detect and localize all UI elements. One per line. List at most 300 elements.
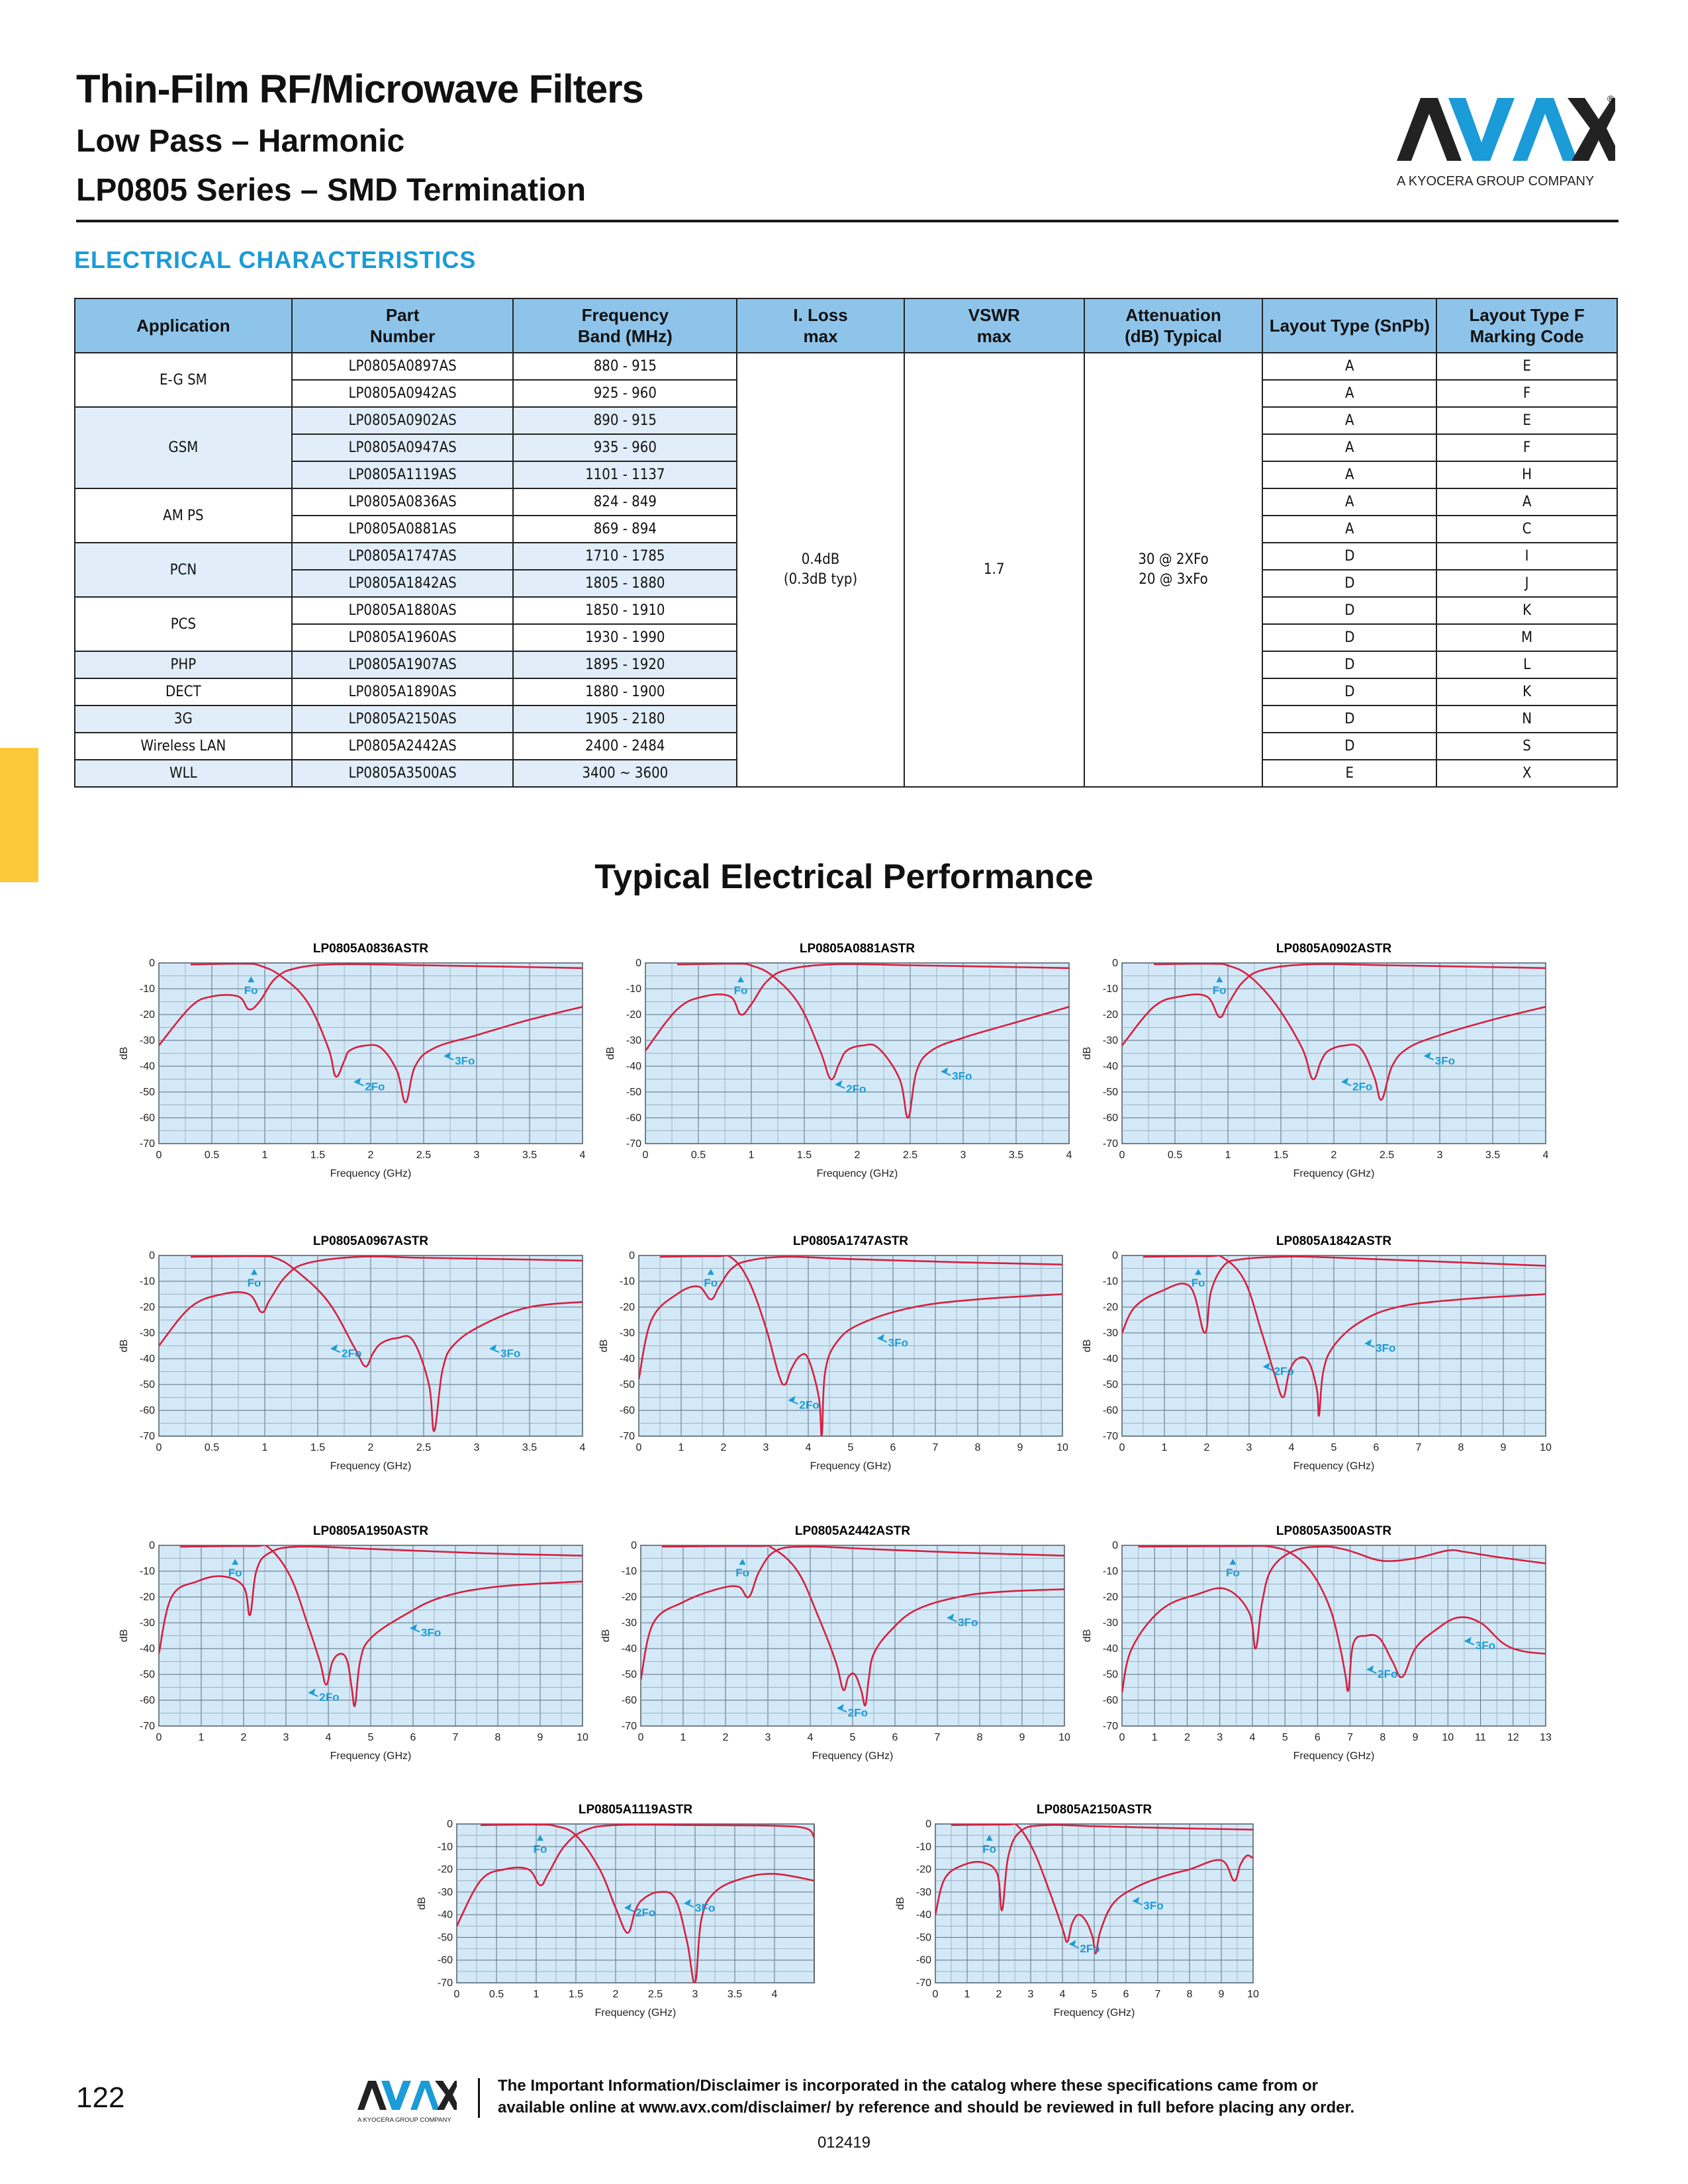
x-tick-label: 5 <box>1282 1732 1288 1743</box>
y-tick-label: -30 <box>619 1328 635 1339</box>
insertion-loss-cell <box>737 353 904 787</box>
x-tick-label: 2 <box>1331 1150 1337 1161</box>
x-tick-label: 3.5 <box>1485 1150 1501 1161</box>
frequency-band-cell: 890 - 915 <box>513 407 737 434</box>
marking-code-cell: I <box>1436 543 1617 570</box>
frequency-band-cell: 1895 - 1920 <box>513 651 737 678</box>
y-tick-label: -60 <box>139 1695 155 1706</box>
x-tick-label: 5 <box>367 1732 374 1743</box>
x-tick-label: 7 <box>1415 1442 1422 1453</box>
application-cell: AM PS <box>75 488 292 543</box>
annotation-label: 3Fo <box>455 1054 475 1068</box>
part-number-cell: LP0805A3500AS <box>292 760 514 787</box>
annotation-label: 3Fo <box>421 1626 442 1639</box>
annotation-label: 2Fo <box>846 1083 867 1096</box>
x-tick-label: 4 <box>1059 1989 1066 2000</box>
x-tick-label: 3 <box>1217 1732 1223 1743</box>
page-number: 122 <box>76 2081 125 2114</box>
y-tick-label: -20 <box>915 1864 931 1876</box>
x-tick-label: 2 <box>720 1442 727 1453</box>
annotation-label: 2Fo <box>365 1080 385 1093</box>
y-axis-label: dB <box>1082 1046 1093 1060</box>
annotation-label: 2Fo <box>319 1691 340 1704</box>
x-tick-label: 9 <box>1500 1442 1507 1453</box>
layout-type-cell: A <box>1262 353 1436 380</box>
section-title: ELECTRICAL CHARACTERISTICS <box>74 246 477 273</box>
x-tick-label: 0 <box>642 1150 649 1161</box>
x-tick-label: 12 <box>1507 1732 1519 1743</box>
x-tick-label: 2 <box>367 1150 374 1161</box>
frequency-band-cell: 1850 - 1910 <box>513 597 737 624</box>
x-axis-label: Frequency (GHz) <box>1293 1751 1375 1762</box>
performance-chart <box>1082 1226 1566 1482</box>
y-tick-label: -30 <box>621 1617 637 1629</box>
x-axis-label: Frequency (GHz) <box>1053 2007 1135 2019</box>
y-tick-label: -40 <box>626 1061 641 1072</box>
layout-type-cell: D <box>1262 597 1436 624</box>
chart-title: LP0805A0836ASTR <box>312 942 429 956</box>
y-axis-label: dB <box>895 1897 906 1910</box>
y-tick-label: -20 <box>626 1009 641 1021</box>
disclaimer-line-1: The Important Information/Disclaimer is incorporated in the catalog where these specifications came from or <box>498 2077 1318 2095</box>
y-tick-label: -50 <box>437 1932 453 1944</box>
y-axis-label: dB <box>118 1629 130 1643</box>
part-number-cell: LP0805A1119AS <box>292 461 514 488</box>
x-tick-label: 1 <box>261 1150 268 1161</box>
x-tick-label: 2 <box>240 1732 247 1743</box>
y-tick-label: -50 <box>626 1087 641 1098</box>
annotation-label: Fo <box>244 984 258 997</box>
frequency-band-cell: 3400 ~ 3600 <box>513 760 737 787</box>
x-tick-label: 1 <box>261 1442 268 1453</box>
x-tick-label: 2.5 <box>416 1442 432 1453</box>
y-axis-label: dB <box>605 1046 616 1060</box>
performance-chart <box>119 1226 602 1482</box>
y-tick-label: -10 <box>619 1276 635 1287</box>
catalog-code: 012419 <box>817 2134 871 2152</box>
x-tick-label: 3 <box>692 1989 698 2000</box>
layout-type-cell: D <box>1262 733 1436 760</box>
marking-code-cell: J <box>1436 570 1617 597</box>
y-tick-label: -40 <box>437 1909 453 1921</box>
x-tick-label: 0 <box>637 1732 644 1743</box>
x-tick-label: 8 <box>1458 1442 1464 1453</box>
layout-type-cell: D <box>1262 651 1436 678</box>
column-header <box>513 298 737 353</box>
disclaimer-line-2: available online at www.avx.com/disclaimer/ by reference and should be reviewed in full before placing any order. <box>498 2099 1355 2116</box>
marking-code-cell: S <box>1436 733 1617 760</box>
y-tick-label: -10 <box>1102 1566 1118 1577</box>
y-tick-label: -70 <box>139 1721 155 1732</box>
x-tick-label: 3 <box>283 1732 289 1743</box>
x-tick-label: 4 <box>805 1442 812 1453</box>
layout-type-cell: A <box>1262 461 1436 488</box>
x-axis-label: Frequency (GHz) <box>816 1168 898 1179</box>
y-tick-label: -60 <box>626 1113 641 1124</box>
annotation-label: 3Fo <box>695 1901 716 1915</box>
y-tick-label: -50 <box>915 1932 931 1944</box>
column-header-line: max <box>803 326 838 346</box>
x-tick-label: 0.5 <box>690 1150 706 1161</box>
x-tick-label: 2 <box>722 1732 729 1743</box>
x-tick-label: 8 <box>976 1732 983 1743</box>
y-tick-label: 0 <box>149 958 155 969</box>
x-tick-label: 4 <box>771 1989 778 2000</box>
x-tick-label: 7 <box>932 1442 939 1453</box>
frequency-band-cell: 2400 - 2484 <box>513 733 737 760</box>
y-tick-label: -70 <box>915 1978 931 1989</box>
annotation-label: Fo <box>982 1843 996 1856</box>
y-tick-label: -10 <box>139 983 155 995</box>
column-header <box>1436 298 1617 353</box>
x-tick-label: 7 <box>452 1732 459 1743</box>
x-tick-label: 0 <box>156 1150 162 1161</box>
x-tick-label: 6 <box>892 1732 898 1743</box>
y-tick-label: 0 <box>1112 1540 1118 1551</box>
x-tick-label: 1.5 <box>796 1150 812 1161</box>
performance-chart <box>1082 933 1566 1190</box>
chart-title: LP0805A1119ASTR <box>578 1803 693 1817</box>
x-tick-label: 3.5 <box>727 1989 743 2000</box>
annotation-label: 3Fo <box>1143 1899 1164 1912</box>
x-tick-label: 10 <box>1058 1732 1070 1743</box>
application-cell: PHP <box>75 651 292 678</box>
y-tick-label: -20 <box>1102 1592 1118 1603</box>
y-tick-label: -20 <box>1102 1009 1118 1021</box>
y-tick-label: -70 <box>437 1978 453 1989</box>
x-tick-label: 0 <box>453 1989 460 2000</box>
y-tick-label: -40 <box>621 1643 637 1655</box>
x-tick-label: 9 <box>1218 1989 1225 2000</box>
part-number-cell: LP0805A0836AS <box>292 488 514 516</box>
marking-code-cell: K <box>1436 678 1617 705</box>
application-cell: WLL <box>75 760 292 787</box>
column-header-line: Marking Code <box>1470 326 1584 346</box>
x-tick-label: 2.5 <box>416 1150 432 1161</box>
chart-title: LP0805A2442ASTR <box>794 1524 911 1538</box>
annotation-label: 3Fo <box>888 1336 909 1349</box>
y-tick-label: -30 <box>437 1886 453 1898</box>
y-axis-label: dB <box>1082 1629 1093 1643</box>
x-tick-label: 9 <box>537 1732 543 1743</box>
application-cell: DECT <box>75 678 292 705</box>
application-cell: Wireless LAN <box>75 733 292 760</box>
y-tick-label: -30 <box>1102 1328 1118 1339</box>
x-tick-label: 0.5 <box>204 1442 220 1453</box>
x-tick-label: 3 <box>763 1442 769 1453</box>
y-tick-label: 0 <box>631 1540 637 1551</box>
annotation-label: 2Fo <box>635 1906 656 1919</box>
layout-type-cell: D <box>1262 705 1436 733</box>
x-tick-label: 3 <box>1246 1442 1252 1453</box>
y-tick-label: -50 <box>139 1669 155 1680</box>
column-header-line: Frequency <box>581 305 669 325</box>
x-tick-label: 1 <box>678 1442 684 1453</box>
y-tick-label: -20 <box>621 1592 637 1603</box>
x-tick-label: 7 <box>1154 1989 1161 2000</box>
frequency-band-cell: 935 - 960 <box>513 434 737 461</box>
x-tick-label: 0 <box>156 1732 162 1743</box>
x-tick-label: 7 <box>934 1732 941 1743</box>
annotation-label: Fo <box>704 1277 718 1290</box>
y-tick-label: -40 <box>915 1909 931 1921</box>
part-number-cell: LP0805A1907AS <box>292 651 514 678</box>
application-cell: PCN <box>75 543 292 597</box>
application-cell: PCS <box>75 597 292 651</box>
marking-code-cell: F <box>1436 380 1617 407</box>
x-tick-label: 10 <box>1247 1989 1259 2000</box>
spec-table <box>74 298 1618 788</box>
chart-title: LP0805A0881ASTR <box>799 942 915 956</box>
annotation-label: 3Fo <box>1434 1054 1456 1068</box>
logo-registered: ® <box>1607 93 1615 104</box>
column-header-line: Application <box>136 316 230 336</box>
insertion-loss-cell-line: (0.3dB typ) <box>783 571 858 588</box>
x-tick-label: 4 <box>325 1732 332 1743</box>
part-number-cell: LP0805A2150AS <box>292 705 514 733</box>
table-header-row <box>75 298 1617 353</box>
y-tick-label: 0 <box>149 1540 155 1551</box>
x-tick-label: 0.5 <box>1167 1150 1183 1161</box>
x-tick-label: 9 <box>1019 1732 1025 1743</box>
x-tick-label: 4 <box>807 1732 814 1743</box>
annotation-label: Fo <box>228 1567 242 1580</box>
x-axis-label: Frequency (GHz) <box>810 1461 892 1472</box>
x-tick-label: 1 <box>1225 1150 1231 1161</box>
x-tick-label: 5 <box>849 1732 856 1743</box>
y-tick-label: -10 <box>626 983 641 995</box>
frequency-band-cell: 925 - 960 <box>513 380 737 407</box>
logo-tagline: A KYOCERA GROUP COMPANY <box>1397 174 1595 189</box>
footer-divider <box>478 2078 480 2118</box>
y-tick-label: -20 <box>139 1009 155 1021</box>
part-number-cell: LP0805A2442AS <box>292 733 514 760</box>
y-tick-label: 0 <box>149 1250 155 1261</box>
y-tick-label: -40 <box>139 1061 155 1072</box>
attenuation-cell <box>1084 353 1263 787</box>
annotation-label: Fo <box>247 1277 261 1290</box>
x-tick-label: 0 <box>156 1442 162 1453</box>
y-tick-label: -60 <box>139 1405 155 1416</box>
annotation-label: 2Fo <box>1080 1942 1100 1956</box>
x-tick-label: 3.5 <box>522 1150 538 1161</box>
x-tick-label: 1 <box>680 1732 686 1743</box>
x-tick-label: 0 <box>1119 1732 1125 1743</box>
y-tick-label: -50 <box>1102 1379 1118 1390</box>
y-tick-label: -30 <box>1102 1617 1118 1629</box>
x-tick-label: 6 <box>1123 1989 1129 2000</box>
y-tick-label: -60 <box>621 1695 637 1706</box>
annotation-label: 2Fo <box>342 1347 362 1360</box>
part-number-cell: LP0805A0881AS <box>292 516 514 543</box>
x-tick-label: 6 <box>890 1442 896 1453</box>
part-number-cell: LP0805A0897AS <box>292 353 514 380</box>
y-tick-label: -20 <box>619 1302 635 1313</box>
annotation-label: Fo <box>1212 984 1227 997</box>
y-tick-label: -30 <box>1102 1035 1118 1046</box>
layout-type-cell: D <box>1262 570 1436 597</box>
x-tick-label: 4 <box>1249 1732 1256 1743</box>
attenuation-cell-line: 20 @ 3xFo <box>1139 571 1208 588</box>
annotation-label: 2Fo <box>1378 1668 1398 1681</box>
x-tick-label: 1.5 <box>568 1989 584 2000</box>
marking-code-cell: F <box>1436 434 1617 461</box>
x-tick-label: 1.5 <box>310 1150 326 1161</box>
x-tick-label: 3 <box>960 1150 966 1161</box>
x-tick-label: 3.5 <box>522 1442 538 1453</box>
series-title: LP0805 Series – SMD Termination <box>76 173 586 208</box>
y-tick-label: -20 <box>139 1592 155 1603</box>
y-tick-label: -40 <box>139 1353 155 1365</box>
column-header <box>737 298 904 353</box>
performance-chart <box>896 1794 1273 2029</box>
y-tick-label: 0 <box>629 1250 635 1261</box>
part-number-cell: LP0805A1890AS <box>292 678 514 705</box>
x-tick-label: 0 <box>932 1989 939 2000</box>
part-number-cell: LP0805A0947AS <box>292 434 514 461</box>
y-tick-label: -10 <box>437 1841 453 1853</box>
y-tick-label: -10 <box>1102 1276 1118 1287</box>
y-tick-label: -30 <box>139 1617 155 1629</box>
x-tick-label: 0.5 <box>489 1989 504 2000</box>
y-tick-label: -60 <box>1102 1405 1118 1416</box>
y-tick-label: -70 <box>139 1431 155 1442</box>
y-tick-label: -70 <box>1102 1431 1118 1442</box>
x-axis-label: Frequency (GHz) <box>330 1168 412 1179</box>
performance-chart <box>606 933 1089 1190</box>
chart-title: LP0805A1747ASTR <box>792 1234 909 1248</box>
annotation-label: Fo <box>735 1567 749 1580</box>
y-tick-label: -70 <box>1102 1721 1118 1732</box>
marking-code-cell: K <box>1436 597 1617 624</box>
x-tick-label: 4 <box>1288 1442 1295 1453</box>
marking-code-cell: M <box>1436 624 1617 651</box>
layout-type-cell: D <box>1262 624 1436 651</box>
x-tick-label: 2.5 <box>1379 1150 1395 1161</box>
x-tick-label: 0 <box>1119 1442 1125 1453</box>
frequency-band-cell: 1710 - 1785 <box>513 543 737 570</box>
part-number-cell: LP0805A0942AS <box>292 380 514 407</box>
frequency-band-cell: 1905 - 2180 <box>513 705 737 733</box>
y-tick-label: -40 <box>1102 1643 1118 1655</box>
x-tick-label: 10 <box>1540 1442 1552 1453</box>
chart-title: LP0805A1950ASTR <box>312 1524 429 1538</box>
layout-type-cell: A <box>1262 516 1436 543</box>
x-tick-label: 3 <box>1436 1150 1443 1161</box>
y-tick-label: -20 <box>1102 1302 1118 1313</box>
x-tick-label: 3 <box>473 1150 480 1161</box>
y-axis-label: dB <box>118 1046 130 1060</box>
x-tick-label: 9 <box>1017 1442 1023 1453</box>
annotation-label: 2Fo <box>847 1706 868 1719</box>
column-header-line: Number <box>369 326 436 346</box>
chart-title: LP0805A2150ASTR <box>1036 1803 1152 1817</box>
part-number-cell: LP0805A1842AS <box>292 570 514 597</box>
x-tick-label: 1 <box>1161 1442 1168 1453</box>
footer-logo-tagline: A KYOCERA GROUP COMPANY <box>357 2116 451 2124</box>
x-tick-label: 4 <box>1542 1150 1549 1161</box>
x-tick-label: 2 <box>367 1442 374 1453</box>
x-tick-label: 9 <box>1412 1732 1419 1743</box>
y-axis-label: dB <box>600 1629 612 1643</box>
y-tick-label: -10 <box>621 1566 637 1577</box>
annotation-label: 2Fo <box>799 1398 820 1412</box>
marking-code-cell: C <box>1436 516 1617 543</box>
x-tick-label: 1 <box>964 1989 970 2000</box>
x-tick-label: 1.5 <box>310 1442 326 1453</box>
annotation-label: 3Fo <box>1475 1639 1496 1653</box>
x-tick-label: 2 <box>612 1989 619 2000</box>
application-cell: 3G <box>75 705 292 733</box>
y-tick-label: -30 <box>139 1328 155 1339</box>
y-tick-label: -50 <box>619 1379 635 1390</box>
x-tick-label: 7 <box>1347 1732 1354 1743</box>
table-row <box>75 353 1617 380</box>
x-axis-label: Frequency (GHz) <box>330 1461 412 1472</box>
x-tick-label: 1 <box>1151 1732 1158 1743</box>
part-number-cell: LP0805A1747AS <box>292 543 514 570</box>
y-tick-label: -70 <box>1102 1138 1118 1150</box>
x-tick-label: 4 <box>579 1442 586 1453</box>
frequency-band-cell: 880 - 915 <box>513 353 737 380</box>
footer-avx-logo <box>357 2078 457 2126</box>
y-tick-label: 0 <box>447 1819 453 1830</box>
annotation-label: 2Fo <box>1274 1365 1294 1378</box>
x-axis-label: Frequency (GHz) <box>812 1751 894 1762</box>
annotation-label: 3Fo <box>952 1069 972 1083</box>
y-axis-label: dB <box>598 1339 610 1353</box>
x-tick-label: 3 <box>473 1442 480 1453</box>
x-tick-label: 0 <box>1119 1150 1125 1161</box>
layout-type-cell: A <box>1262 407 1436 434</box>
part-number-cell: LP0805A1880AS <box>292 597 514 624</box>
annotation-label: Fo <box>533 1843 547 1856</box>
column-header-line: VSWR <box>968 305 1020 325</box>
marking-code-cell: N <box>1436 705 1617 733</box>
frequency-band-cell: 1101 - 1137 <box>513 461 737 488</box>
x-tick-label: 5 <box>847 1442 854 1453</box>
annotation-label: 2Fo <box>1352 1080 1373 1093</box>
y-tick-label: 0 <box>1112 1250 1118 1261</box>
attenuation-cell-line: 30 @ 2XFo <box>1138 551 1209 568</box>
column-header <box>1084 298 1263 353</box>
x-tick-label: 4 <box>1066 1150 1072 1161</box>
layout-type-cell: A <box>1262 434 1436 461</box>
x-tick-label: 4 <box>579 1150 586 1161</box>
column-header-line: Band (MHz) <box>577 326 673 346</box>
column-header <box>292 298 514 353</box>
x-tick-label: 8 <box>494 1732 501 1743</box>
layout-type-cell: E <box>1262 760 1436 787</box>
chart-title: LP0805A1842ASTR <box>1276 1234 1392 1248</box>
performance-chart <box>599 1226 1082 1482</box>
x-tick-label: 6 <box>1314 1732 1321 1743</box>
frequency-band-cell: 1930 - 1990 <box>513 624 737 651</box>
y-tick-label: -70 <box>621 1721 637 1732</box>
annotation-label: Fo <box>1191 1277 1205 1290</box>
y-tick-label: -10 <box>139 1276 155 1287</box>
x-tick-label: 13 <box>1540 1732 1552 1743</box>
layout-type-cell: D <box>1262 543 1436 570</box>
x-tick-label: 2 <box>1203 1442 1210 1453</box>
x-tick-label: 3.5 <box>1008 1150 1024 1161</box>
column-header <box>904 298 1084 353</box>
vswr-cell-line: 1.7 <box>984 561 1005 578</box>
part-number-cell: LP0805A0902AS <box>292 407 514 434</box>
x-tick-label: 1 <box>198 1732 205 1743</box>
y-tick-label: -30 <box>626 1035 641 1046</box>
x-tick-label: 8 <box>1380 1732 1386 1743</box>
